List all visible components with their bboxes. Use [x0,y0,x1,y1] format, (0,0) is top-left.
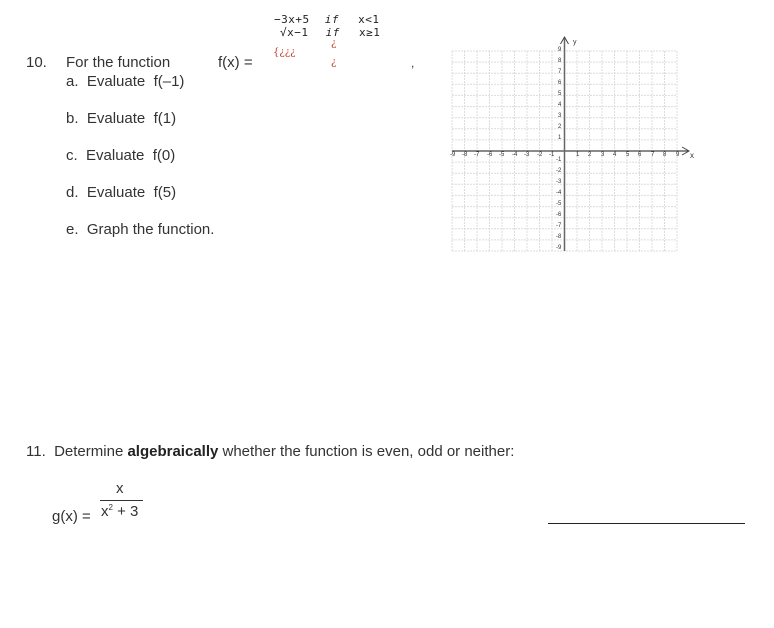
denominator-rest: + 3 [112,503,139,520]
y-tick: -1 [556,157,562,163]
question-10-prompt: For the function [66,54,171,71]
coordinate-grid[interactable] [440,35,705,260]
y-tick: -9 [556,245,562,251]
part-label: b. [66,110,79,127]
x-tick: 6 [638,152,642,158]
part-text: Evaluate f(0) [86,147,176,164]
part-text: Evaluate f(1) [86,110,177,127]
y-tick: 8 [558,58,562,64]
x-tick: -5 [499,152,505,158]
part-label: a. [66,73,79,90]
function-f-label: f(x) = [218,54,253,71]
trailing-comma: , [411,56,415,70]
x-axis-label: x [690,151,694,160]
y-tick: -3 [556,179,562,185]
y-tick: 7 [558,69,562,75]
question-11-text-bold: algebraically [127,443,219,460]
x-tick: 2 [588,152,592,158]
y-tick: 2 [558,124,562,130]
y-tick: -6 [556,212,562,218]
fraction-numerator: x [116,480,124,497]
function-g-label: g(x) = [52,508,91,525]
question-11-number: 11. [26,443,46,460]
part-label: e. [66,221,79,238]
y-tick: 1 [558,135,562,141]
piece-1-expression: −3x+5 [274,13,310,26]
answer-line[interactable] [548,523,745,524]
piece-1-condition: x<1 [358,13,380,26]
x-tick: -9 [450,152,456,158]
x-tick: -4 [512,152,518,158]
denominator-exponent: 2 [108,503,113,512]
y-tick: -5 [556,201,562,207]
x-tick: 1 [576,152,580,158]
x-tick: 9 [676,152,680,158]
piece-1-if: if [324,13,339,26]
part-label: d. [66,184,79,201]
part-c [66,147,175,164]
y-tick: -8 [556,234,562,240]
y-axis-label: y [573,39,577,46]
y-tick: -7 [556,223,562,229]
part-b [66,110,176,127]
x-tick: 7 [651,152,655,158]
render-artifact-glyph: ¿ [331,38,337,49]
piece-2-if: if [325,26,340,39]
part-text: Evaluate f(5) [86,184,177,201]
y-tick: -4 [556,190,562,196]
x-tick: -1 [549,152,555,158]
denominator-base: x [101,503,109,520]
question-11-text-before: Determine [54,443,128,460]
x-tick: -2 [537,152,543,158]
piece-2-condition: x≥1 [359,26,381,39]
x-tick: -8 [462,152,468,158]
part-text: Graph the function. [86,221,215,238]
y-tick: 3 [558,113,562,119]
fraction-bar [100,500,143,501]
x-tick: 4 [613,152,617,158]
x-tick: -6 [487,152,493,158]
x-tick: -3 [524,152,530,158]
x-tick: 5 [626,152,630,158]
y-tick: -2 [556,168,562,174]
y-tick: 4 [558,102,562,108]
y-tick: 6 [558,80,562,86]
piece-2-expression: √x−1 [280,26,309,39]
x-tick: 8 [663,152,667,158]
y-tick: 9 [558,47,562,53]
part-text: Evaluate f(–1) [86,73,185,90]
y-tick: 5 [558,91,562,97]
part-d [66,184,176,201]
fraction-denominator [101,503,138,520]
question-11-text-after: whether the function is even, odd or neither: [218,443,515,460]
grid-graphic [440,35,705,260]
render-artifact-brace: {¿¿¿ [273,47,296,58]
part-a [66,73,184,90]
question-11 [26,443,514,460]
x-tick: 3 [601,152,605,158]
part-e [66,221,214,238]
render-artifact-glyph: ¿ [331,57,337,68]
x-tick: -7 [474,152,480,158]
part-label: c. [66,147,78,164]
question-10-number: 10. [26,54,47,71]
